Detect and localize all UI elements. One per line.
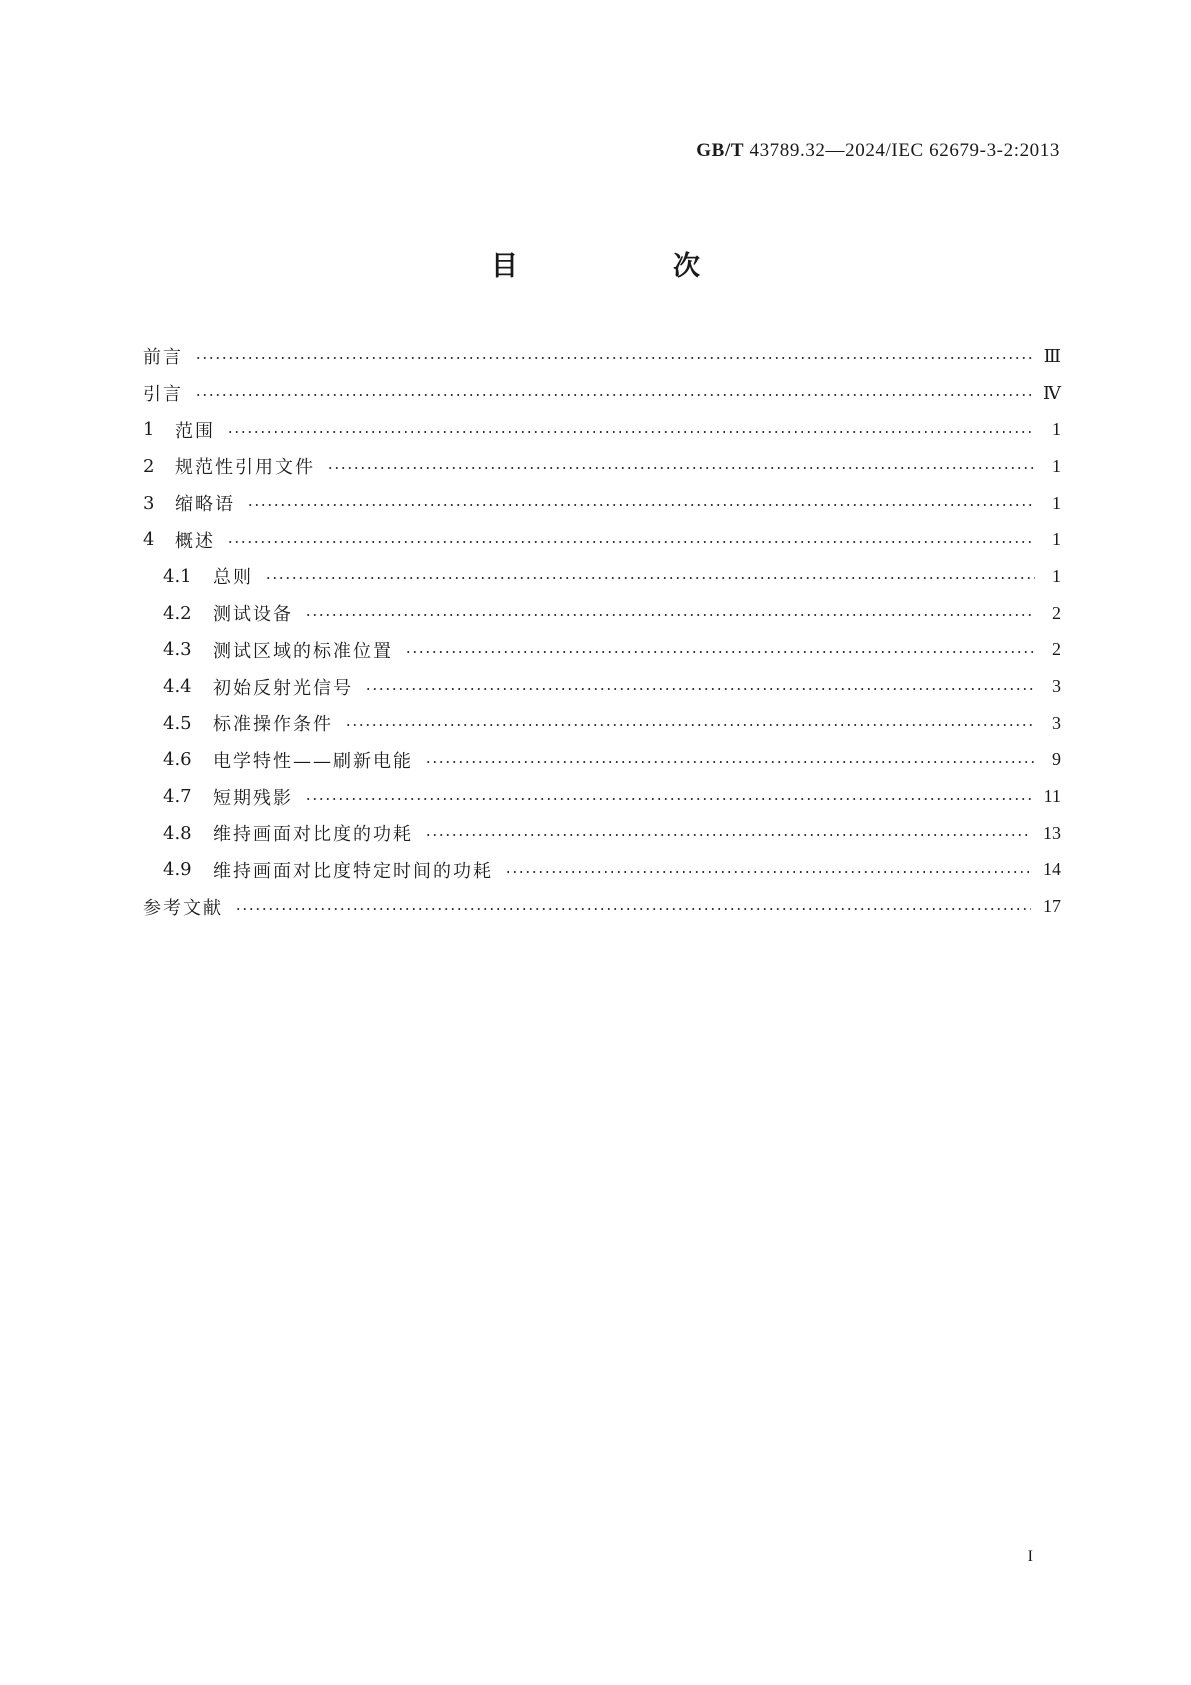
toc-entry-page: 14 xyxy=(1043,859,1061,880)
dot-leader xyxy=(305,798,1032,800)
toc-entry[interactable] xyxy=(143,338,1061,375)
toc-entry-page: 3 xyxy=(1052,712,1061,733)
dot-leader xyxy=(345,724,1035,726)
toc-entry-number: 4.5 xyxy=(163,712,192,734)
dot-leader xyxy=(365,688,1035,690)
toc-entry[interactable] xyxy=(143,742,1061,779)
toc-entry-page: 2 xyxy=(1052,639,1061,660)
dot-leader xyxy=(195,357,1032,359)
toc-entry-number: 1 xyxy=(143,419,155,441)
toc-entry-title: 维持画面对比度的功耗 xyxy=(213,824,413,846)
toc-entry-title: 测试设备 xyxy=(213,604,293,626)
toc-entry[interactable] xyxy=(143,448,1061,485)
toc-entry[interactable] xyxy=(143,521,1061,558)
toc-entry[interactable] xyxy=(143,411,1061,448)
toc-entry-page: 3 xyxy=(1052,676,1061,697)
toc-entry-title: 初始反射光信号 xyxy=(213,677,353,699)
dot-leader xyxy=(327,467,1035,469)
toc-entry-number: 4.7 xyxy=(163,786,192,808)
toc-entry-page: 1 xyxy=(1052,565,1061,586)
toc-entry-title: 参考文献 xyxy=(143,897,223,919)
toc-entry-page: Ⅲ xyxy=(1043,345,1061,366)
toc-entry-page: 1 xyxy=(1052,529,1061,550)
dot-leader xyxy=(195,394,1031,396)
toc-entry-number: 4.6 xyxy=(163,749,192,771)
toc-entry-title: 引言 xyxy=(143,384,183,406)
page-number: I xyxy=(1027,1548,1033,1565)
table-of-contents xyxy=(143,338,1061,925)
page-title: 目 次 xyxy=(491,251,764,282)
toc-entry-page: Ⅳ xyxy=(1043,382,1061,403)
dot-leader xyxy=(405,651,1035,653)
toc-entry-page: 17 xyxy=(1043,896,1061,917)
toc-entry-title: 缩略语 xyxy=(175,494,235,516)
toc-entry-number: 2 xyxy=(143,455,155,477)
toc-entry-page: 13 xyxy=(1043,822,1061,843)
toc-entry-title: 电学特性——刷新电能 xyxy=(213,750,413,772)
toc-entry-number: 4.4 xyxy=(163,676,192,698)
dot-leader xyxy=(425,761,1035,763)
toc-entry[interactable] xyxy=(143,815,1061,852)
toc-entry-page: 11 xyxy=(1043,786,1061,807)
toc-entry-title: 总则 xyxy=(213,567,253,589)
dot-leader xyxy=(247,504,1035,506)
toc-entry[interactable] xyxy=(143,595,1061,632)
toc-entry-title: 短期残影 xyxy=(213,787,293,809)
toc-entry-number: 4.8 xyxy=(163,822,192,844)
toc-entry[interactable] xyxy=(143,632,1061,669)
dot-leader xyxy=(265,577,1035,579)
toc-entry[interactable] xyxy=(143,852,1061,889)
toc-entry-number: 4.1 xyxy=(163,565,192,587)
dot-leader xyxy=(227,541,1035,543)
dot-leader xyxy=(235,908,1031,910)
toc-entry-number: 4.2 xyxy=(163,602,192,624)
toc-entry[interactable] xyxy=(143,888,1061,925)
toc-entry-number: 4.9 xyxy=(163,859,192,881)
toc-entry[interactable] xyxy=(143,375,1061,412)
dot-leader xyxy=(227,431,1035,433)
toc-entry-title: 测试区域的标准位置 xyxy=(213,640,393,662)
toc-entry[interactable] xyxy=(143,485,1061,522)
toc-entry[interactable] xyxy=(143,778,1061,815)
toc-entry-page: 2 xyxy=(1052,602,1061,623)
toc-entry-title: 规范性引用文件 xyxy=(175,457,315,479)
toc-entry[interactable] xyxy=(143,558,1061,595)
toc-entry-title: 概述 xyxy=(175,530,215,552)
toc-entry-number: 4.3 xyxy=(163,639,192,661)
toc-entry-title: 标准操作条件 xyxy=(213,714,333,736)
standard-code-header xyxy=(696,140,1060,162)
dot-leader xyxy=(505,871,1031,873)
toc-entry-page: 9 xyxy=(1052,749,1061,770)
toc-entry-page: 1 xyxy=(1052,492,1061,513)
standard-prefix: GB/T xyxy=(696,140,745,161)
toc-entry-page: 1 xyxy=(1052,455,1061,476)
standard-number: 43789.32—2024/IEC 62679-3-2:2013 xyxy=(749,140,1060,161)
toc-entry-number: 4 xyxy=(143,529,155,551)
toc-entry[interactable] xyxy=(143,705,1061,742)
toc-entry[interactable] xyxy=(143,668,1061,705)
toc-entry-title: 范围 xyxy=(175,420,215,442)
toc-entry-number: 3 xyxy=(143,492,155,514)
dot-leader xyxy=(425,834,1031,836)
toc-entry-page: 1 xyxy=(1052,419,1061,440)
toc-entry-title: 维持画面对比度特定时间的功耗 xyxy=(213,860,493,882)
toc-entry-title: 前言 xyxy=(143,347,183,369)
dot-leader xyxy=(305,614,1035,616)
